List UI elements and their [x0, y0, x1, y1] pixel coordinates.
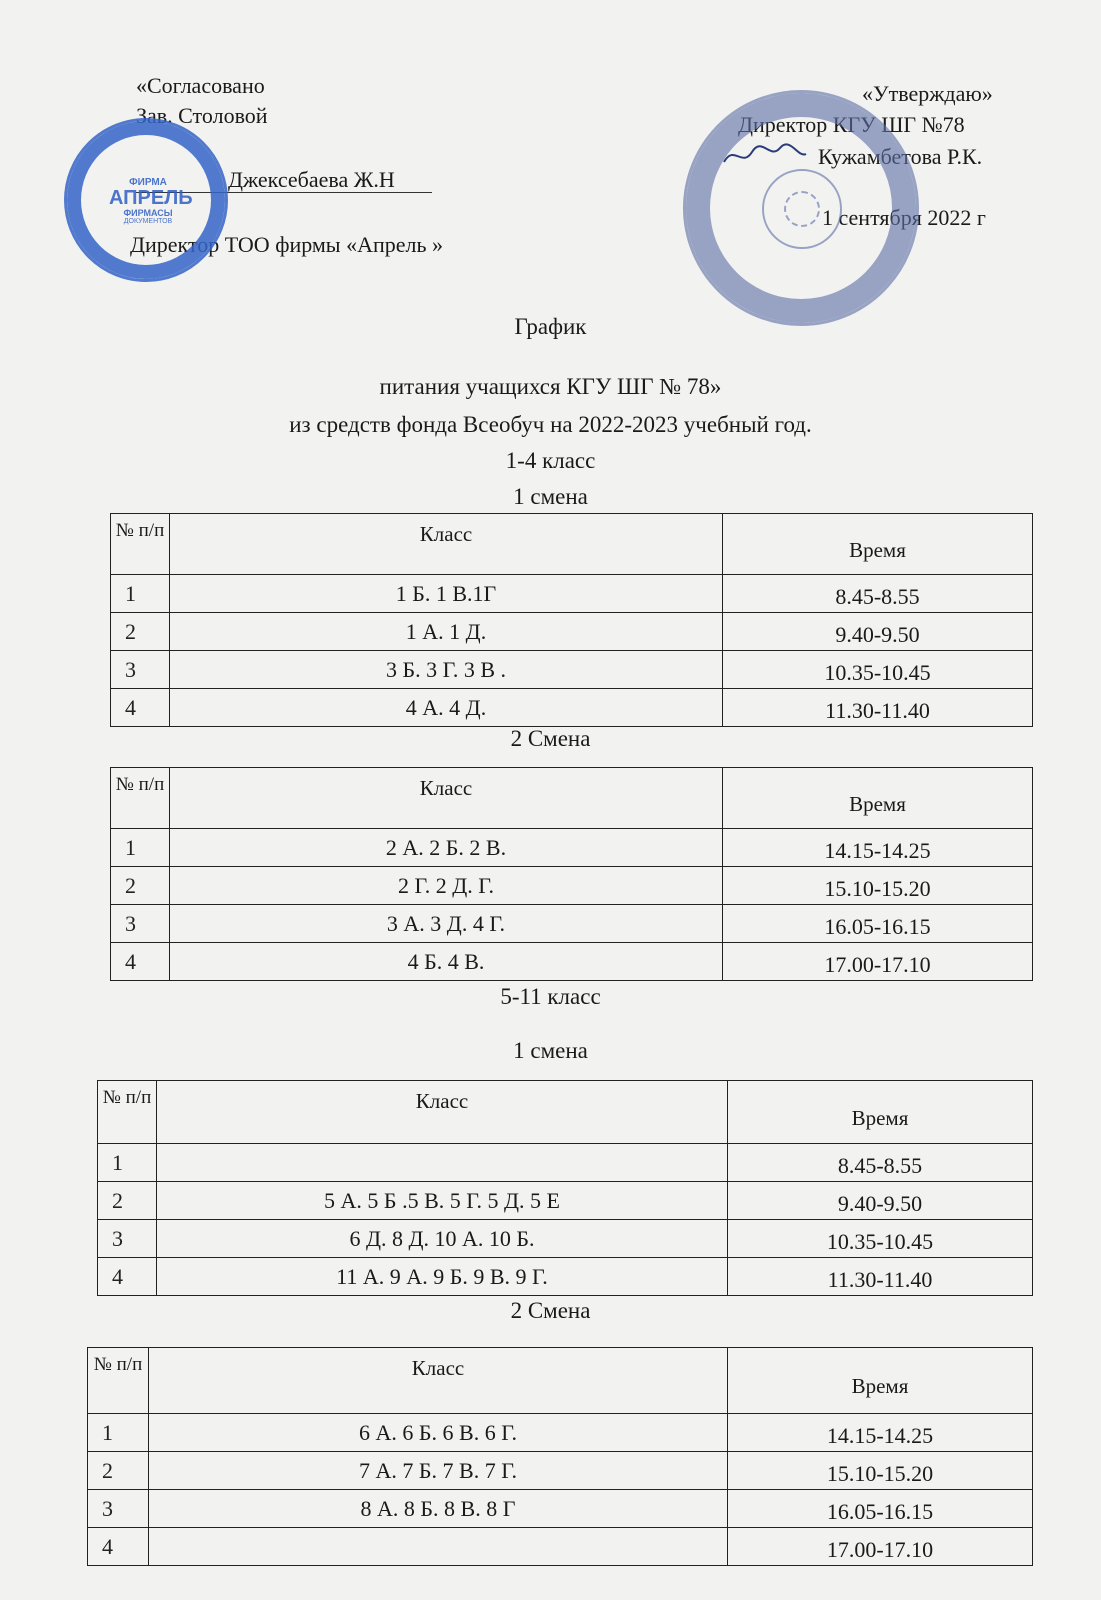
row-classes: 6 Д. 8 Д. 10 А. 10 Б. [157, 1220, 728, 1258]
stamp-text-firmasy: ФИРМАСЫ [123, 208, 173, 218]
row-number: 1 [111, 829, 170, 867]
director-name: Кужамбетова Р.К. [818, 144, 983, 169]
row-time: 9.40-9.50 [723, 613, 1033, 651]
row-number: 1 [88, 1414, 149, 1452]
column-header-no: № п/п [98, 1081, 157, 1144]
row-classes: 8 А. 8 Б. 8 В. 8 Г [149, 1490, 728, 1528]
agreed-label: «Согласовано [136, 73, 265, 98]
row-classes [149, 1528, 728, 1566]
column-header-class: Класс [170, 768, 723, 829]
row-time: 16.05-16.15 [728, 1490, 1033, 1528]
row-classes: 1 А. 1 Д. [170, 613, 723, 651]
row-number: 1 [98, 1144, 157, 1182]
row-number: 3 [111, 905, 170, 943]
supplier-director-title: Директор ТОО фирмы «Апрель » [130, 232, 444, 257]
row-time: 17.00-17.10 [723, 943, 1033, 981]
row-time: 9.40-9.50 [728, 1182, 1033, 1220]
row-number: 4 [88, 1528, 149, 1566]
supplier-seal-stamp [64, 118, 228, 282]
table-row [111, 575, 1033, 613]
school-seal-stamp [683, 90, 919, 326]
column-header-no: № п/п [88, 1348, 149, 1414]
row-classes: 11 А. 9 А. 9 Б. 9 В. 9 Г. [157, 1258, 728, 1296]
schedule-table-5-11-shift2 [87, 1347, 1033, 1566]
shift-2-label: 2 Смена [510, 726, 591, 751]
schedule-table-5-11-shift1 [97, 1080, 1033, 1296]
row-classes: 3 А. 3 Д. 4 Г. [170, 905, 723, 943]
row-time: 10.35-10.45 [728, 1220, 1033, 1258]
shift-1-label: 1 смена [513, 484, 588, 509]
row-number: 2 [111, 613, 170, 651]
row-classes [157, 1144, 728, 1182]
row-number: 4 [111, 943, 170, 981]
grade-range-1-4: 1-4 класс [505, 448, 596, 473]
table-row [98, 1144, 1033, 1182]
row-classes: 7 А. 7 Б. 7 В. 7 Г. [149, 1452, 728, 1490]
table-header-row [111, 514, 1033, 575]
table-row [98, 1220, 1033, 1258]
canteen-head-title: Зав. Столовой [136, 103, 268, 128]
table-row [111, 689, 1033, 727]
grade-range-5-11: 5-11 класс [500, 984, 601, 1009]
table-row [88, 1528, 1033, 1566]
row-number: 2 [88, 1452, 149, 1490]
row-classes: 3 Б. 3 Г. 3 В . [170, 651, 723, 689]
row-time: 11.30-11.40 [728, 1258, 1033, 1296]
row-number: 4 [111, 689, 170, 727]
row-time: 15.10-15.20 [723, 867, 1033, 905]
row-number: 3 [98, 1220, 157, 1258]
row-classes: 1 Б. 1 В.1Г [170, 575, 723, 613]
column-header-class: Класс [149, 1348, 728, 1414]
table-row [111, 651, 1033, 689]
row-time: 8.45-8.55 [728, 1144, 1033, 1182]
row-classes: 2 Г. 2 Д. Г. [170, 867, 723, 905]
director-title: Директор КГУ ШГ №78 [738, 112, 965, 137]
table-row [111, 943, 1033, 981]
column-header-time: Время [728, 1348, 1033, 1414]
row-number: 3 [111, 651, 170, 689]
table-row [88, 1490, 1033, 1528]
column-header-class: Класс [170, 514, 723, 575]
shift-1-label-senior: 1 смена [513, 1038, 588, 1063]
stamp-text-docs: ДОКУМЕНТОВ [123, 218, 173, 225]
row-time: 8.45-8.55 [723, 575, 1033, 613]
column-header-no: № п/п [111, 768, 170, 829]
approval-date: 1 сентября 2022 г [822, 205, 986, 230]
document-title: График [514, 314, 587, 339]
row-time: 10.35-10.45 [723, 651, 1033, 689]
approve-label: «Утверждаю» [862, 81, 993, 106]
row-time: 11.30-11.40 [723, 689, 1033, 727]
row-number: 2 [98, 1182, 157, 1220]
emblem-icon [762, 169, 842, 249]
document-subtitle-funding: из средств фонда Всеобуч на 2022-2023 учебный год. [289, 412, 812, 437]
schedule-table-1-4-shift2 [110, 767, 1033, 981]
column-header-no: № п/п [111, 514, 170, 575]
table-row [111, 613, 1033, 651]
stamp-text-firm: ФИРМА [129, 177, 167, 188]
row-number: 1 [111, 575, 170, 613]
canteen-head-name: Джексебаева Ж.Н [228, 167, 395, 192]
schedule-table-1-4-shift1 [110, 513, 1033, 727]
column-header-class: Класс [157, 1081, 728, 1144]
table-row [111, 867, 1033, 905]
row-classes: 4 Б. 4 В. [170, 943, 723, 981]
row-number: 4 [98, 1258, 157, 1296]
row-time: 17.00-17.10 [728, 1528, 1033, 1566]
table-row [98, 1258, 1033, 1296]
table-row [98, 1182, 1033, 1220]
row-number: 2 [111, 867, 170, 905]
row-classes: 5 А. 5 Б .5 В. 5 Г. 5 Д. 5 Е [157, 1182, 728, 1220]
table-row [88, 1452, 1033, 1490]
row-time: 16.05-16.15 [723, 905, 1033, 943]
row-classes: 4 А. 4 Д. [170, 689, 723, 727]
row-time: 15.10-15.20 [728, 1452, 1033, 1490]
row-time: 14.15-14.25 [728, 1414, 1033, 1452]
document-subtitle: питания учащихся КГУ ШГ № 78» [379, 374, 722, 399]
row-time: 14.15-14.25 [723, 829, 1033, 867]
row-number: 3 [88, 1490, 149, 1528]
column-header-time: Время [728, 1081, 1033, 1144]
shift-2-label-senior: 2 Смена [510, 1298, 591, 1323]
stamp-text-name: АПРЕЛЬ [109, 187, 193, 209]
table-row [88, 1414, 1033, 1452]
column-header-time: Время [723, 514, 1033, 575]
row-classes: 6 А. 6 Б. 6 В. 6 Г. [149, 1414, 728, 1452]
table-header-row [88, 1348, 1033, 1414]
table-row [111, 905, 1033, 943]
table-header-row [98, 1081, 1033, 1144]
column-header-time: Время [723, 768, 1033, 829]
table-row [111, 829, 1033, 867]
row-classes: 2 А. 2 Б. 2 В. [170, 829, 723, 867]
table-header-row [111, 768, 1033, 829]
